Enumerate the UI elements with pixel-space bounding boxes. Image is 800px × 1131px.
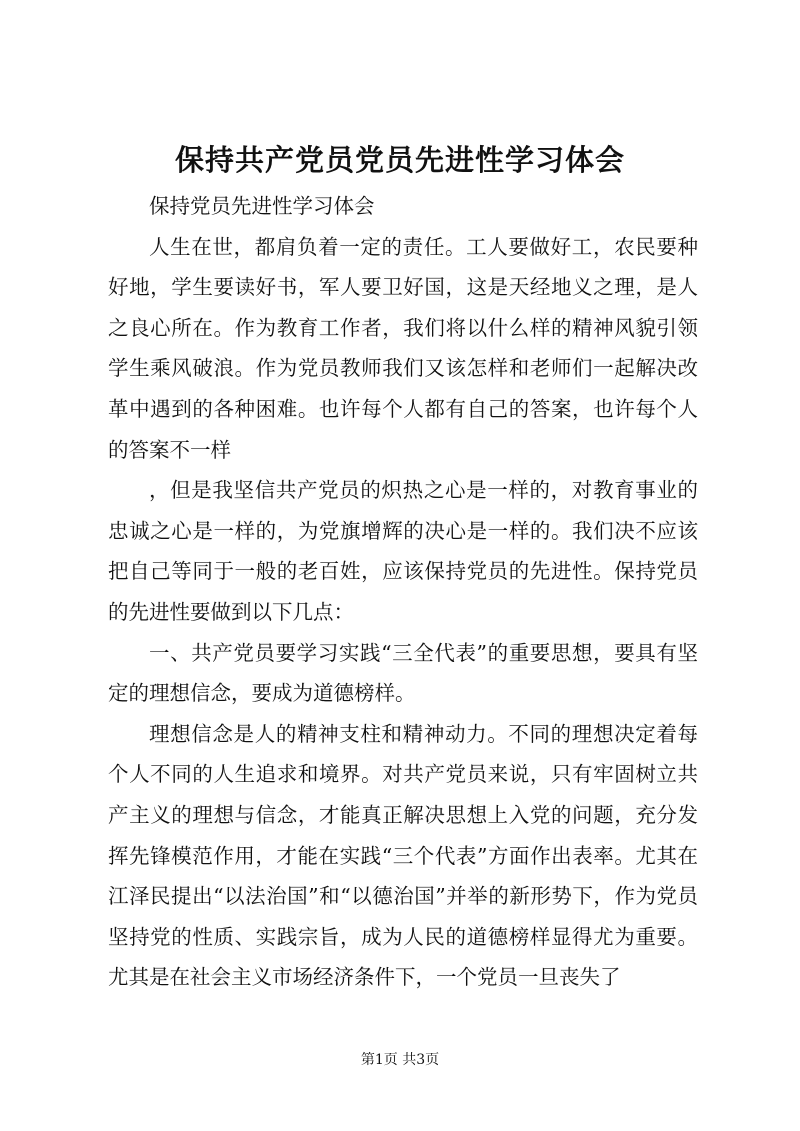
body-paragraph: 人生在世，都肩负着一定的责任。工人要做好工，农民要种好地，学生要读好书，军人要卫好国，这是天经地义之理，是人之良心所在。作为教育工作者，我们将以什么样的精神风貌引领学生乘风破浪。作为党员教师我们又该怎样和老师们一起解决改革中遇到的各种困难。也许每个人都有自己的答案，也许每个人的答案不一样 bbox=[108, 234, 698, 462]
document-title: 保持共产党员党员先进性学习体会 bbox=[174, 143, 625, 177]
body-paragraph: 理想信念是人的精神支柱和精神动力。不同的理想决定着每个人不同的人生追求和境界。对共产党员来说，只有牢固树立共产主义的理想与信念，才能真正解决思想上入党的问题，充分发挥先锋模范作用，才能在实践“三个代表”方面作出表率。尤其在江泽民提出“以法治国”和“以德治国”并举的新形势下，作为党员坚持党的性质、实践宗旨，成为人民的道德榜样显得尤为重要。尤其是在社会主义市场经济条件下，一个党员一旦丧失了 bbox=[108, 721, 698, 990]
section-heading-paragraph: 一、共产党员要学习实践“三全代表”的重要思想，要具有坚定的理想信念，要成为道德榜样。 bbox=[108, 640, 698, 706]
page-number-footer: 第1页 共3页 bbox=[360, 1052, 440, 1068]
document-body bbox=[108, 186, 698, 998]
body-paragraph: ，但是我坚信共产党员的炽热之心是一样的，对教育事业的忠诚之心是一样的，为党旗增辉的决心是一样的。我们决不应该把自己等同于一般的老百姓，应该保持党员的先进性。保持党员的先进性要做到以下几点： bbox=[108, 478, 698, 624]
subtitle-paragraph: 保持党员先进性学习体会 bbox=[149, 194, 375, 218]
